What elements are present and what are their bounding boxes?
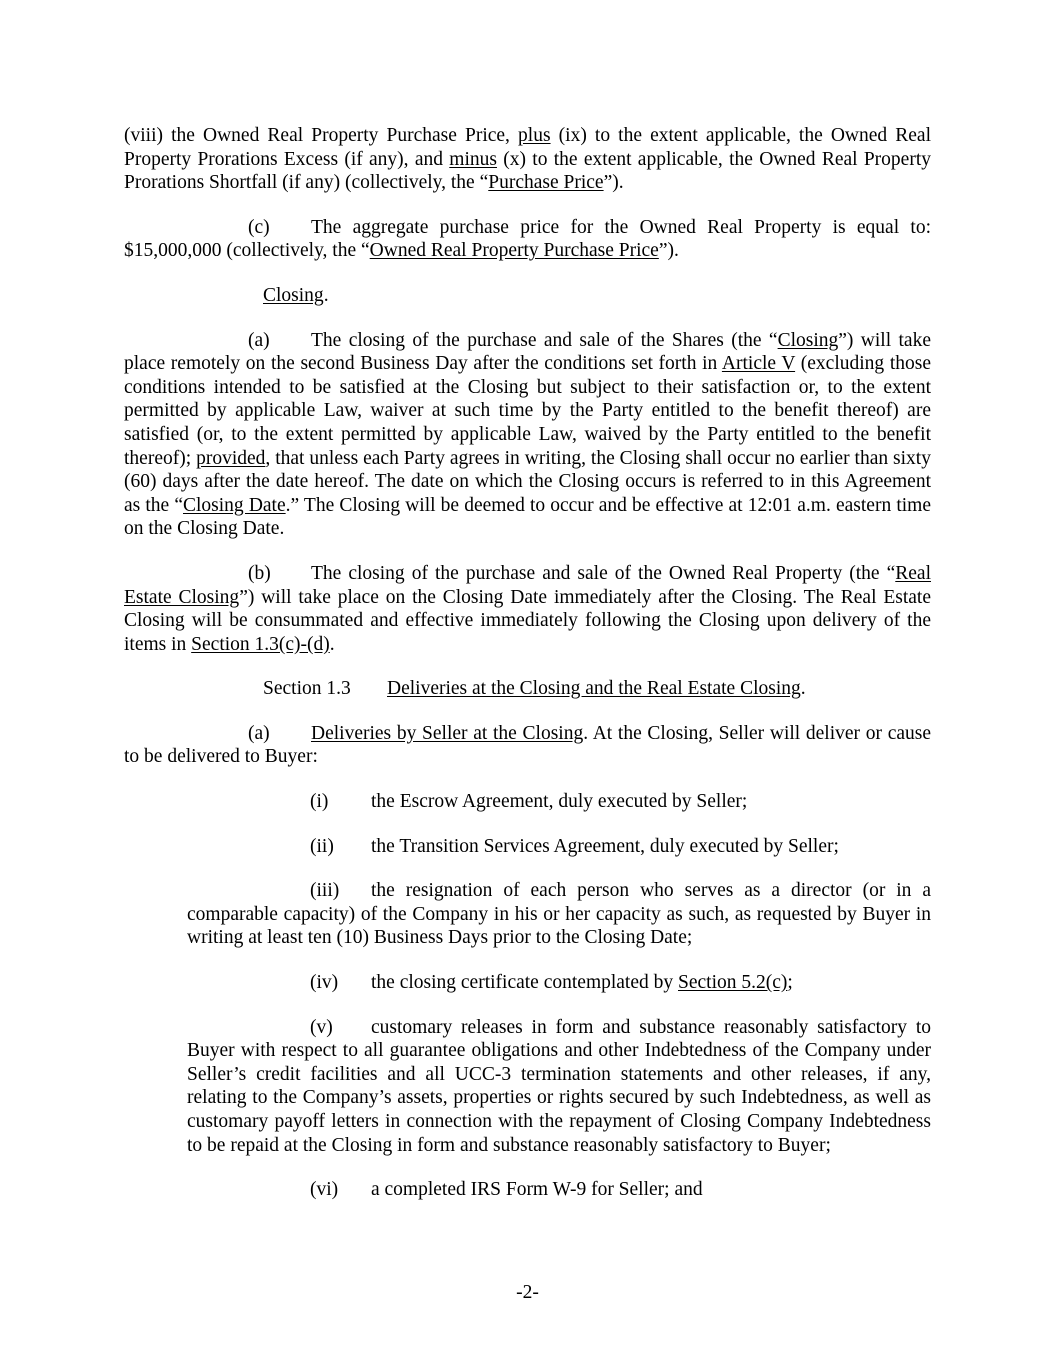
term-owned-real-property-purchase-price: Owned Real Property Purchase Price [369,240,659,262]
item-label: (i) [310,791,329,813]
item-label: (iii) [310,880,340,902]
term-deliveries-by-seller: Deliveries by Seller at the Closing [311,722,584,744]
paragraph-a-closing: (a) The closing of the purchase and sale of the Shares (the “Closing”) will take place remotely on the second Business Day after the conditions set forth in Article V (excluding those conditions intended to be satisfied at the Closing but subject to their satisfaction or, to the extent permitted by applicable Law, waiver at such time by the Party entitled to the benefit thereof) are satisfied (or, to the extent permitted by applicable Law, waived by the Party entitled to the benefit thereof); provided, that unless each Party agrees in writing, the Closing shall occur no earlier than sixty (60) days after the date hereof. The date on which the Closing occurs is referred to in this Agreement as the “Closing Date.” The Closing will be deemed to occur and be effective at 12:01 a.m. eastern time on the Closing Date. [124,329,931,540]
page-number: -2- [516,1282,539,1303]
document-page [124,124,931,1202]
list-item-iv: (iv) the closing certificate contemplated by Section 5.2(c); [310,972,793,994]
list-item-ii: (ii) the Transition Services Agreement, duly executed by Seller; [310,835,839,857]
list-item-i: (i) the Escrow Agreement, duly executed by Seller; [310,791,748,813]
term-plus: plus [518,125,551,146]
paragraph-b-real-estate-closing: (b) The closing of the purchase and sale of the Owned Real Property (the “Real Estate Closing”) will take place on the Closing Date immediately after the Closing. The Real Estate Closing will be consummated and effective immediately following the Closing upon delivery of the items in Section 1.3(c)-(d). [124,562,931,655]
item-label: (vi) [310,1179,339,1201]
clause-label: (b) [248,562,271,584]
clause-label: (a) [248,722,270,744]
ref-section-1-3-c-d: Section 1.3(c)-(d) [191,633,330,655]
term-closing: Closing [777,329,839,351]
term-purchase-price: Purchase Price [488,172,604,194]
item-label: (ii) [310,835,334,857]
section-number: Section 1.3 [263,678,351,700]
list-item-v: (v) customary releases in form and substance reasonably satisfactory to Buyer with respect to all guarantee obligations and other Indebtedness of the Company under Seller’s credit facilities and all UCC-3 termination statements and other releases, if any, relating to the Company’s assets, properties or rights secured by such Indebtedness, as well as customary payoff letters in connection with the repayment of Closing Company Indebtedness to be repaid at the Closing in form and substance reasonably satisfactory to Buyer; [187,1016,931,1156]
paragraph-c-owned-real-property: (c) The aggregate purchase price for the Owned Real Property is equal to: $15,000,000 (collectively, the “Owned Real Property Purchase Price”). [124,216,931,262]
heading-closing: Closing. [263,284,329,306]
term-closing-date: Closing Date [183,494,286,516]
item-label: (iv) [310,972,339,994]
paragraph-a-deliveries-by-seller: (a) Deliveries by Seller at the Closing. At the Closing, Seller will deliver or cause to be delivered to Buyer: [124,722,931,768]
clause-label: (a) [248,329,270,351]
list-item-iii: (iii) the resignation of each person who serves as a director (or in a comparable capacity) of the Company in his or her capacity as such, as requested by Buyer in writing at least ten (10) Business Days prior to the Closing Date; [187,880,931,949]
ref-section-5-2-c: Section 5.2(c) [678,972,788,994]
section-title: Deliveries at the Closing and the Real Estate Closing [387,678,801,700]
item-label: (v) [310,1016,333,1038]
clause-label: (c) [248,216,270,238]
heading-section-1-3: Section 1.3 Deliveries at the Closing and the Real Estate Closing. [263,678,806,700]
term-provided: provided [196,447,266,469]
term-minus: minus [449,148,497,170]
ref-article-v: Article V [721,353,796,375]
list-item-vi: (vi) a completed IRS Form W-9 for Seller; and [310,1179,703,1201]
term-real-estate-closing: Real Estate Closing [124,562,931,608]
paragraph-purchase-price: (viii) the Owned Real Property Purchase Price, plus (ix) to the extent applicable, the Owned Real Property Prorations Excess (if any), and minus (x) to the extent applicable, the Owned Real Property Prorations Shortfall (if any) (collectively, the “Purchase Price”). [124,125,932,194]
